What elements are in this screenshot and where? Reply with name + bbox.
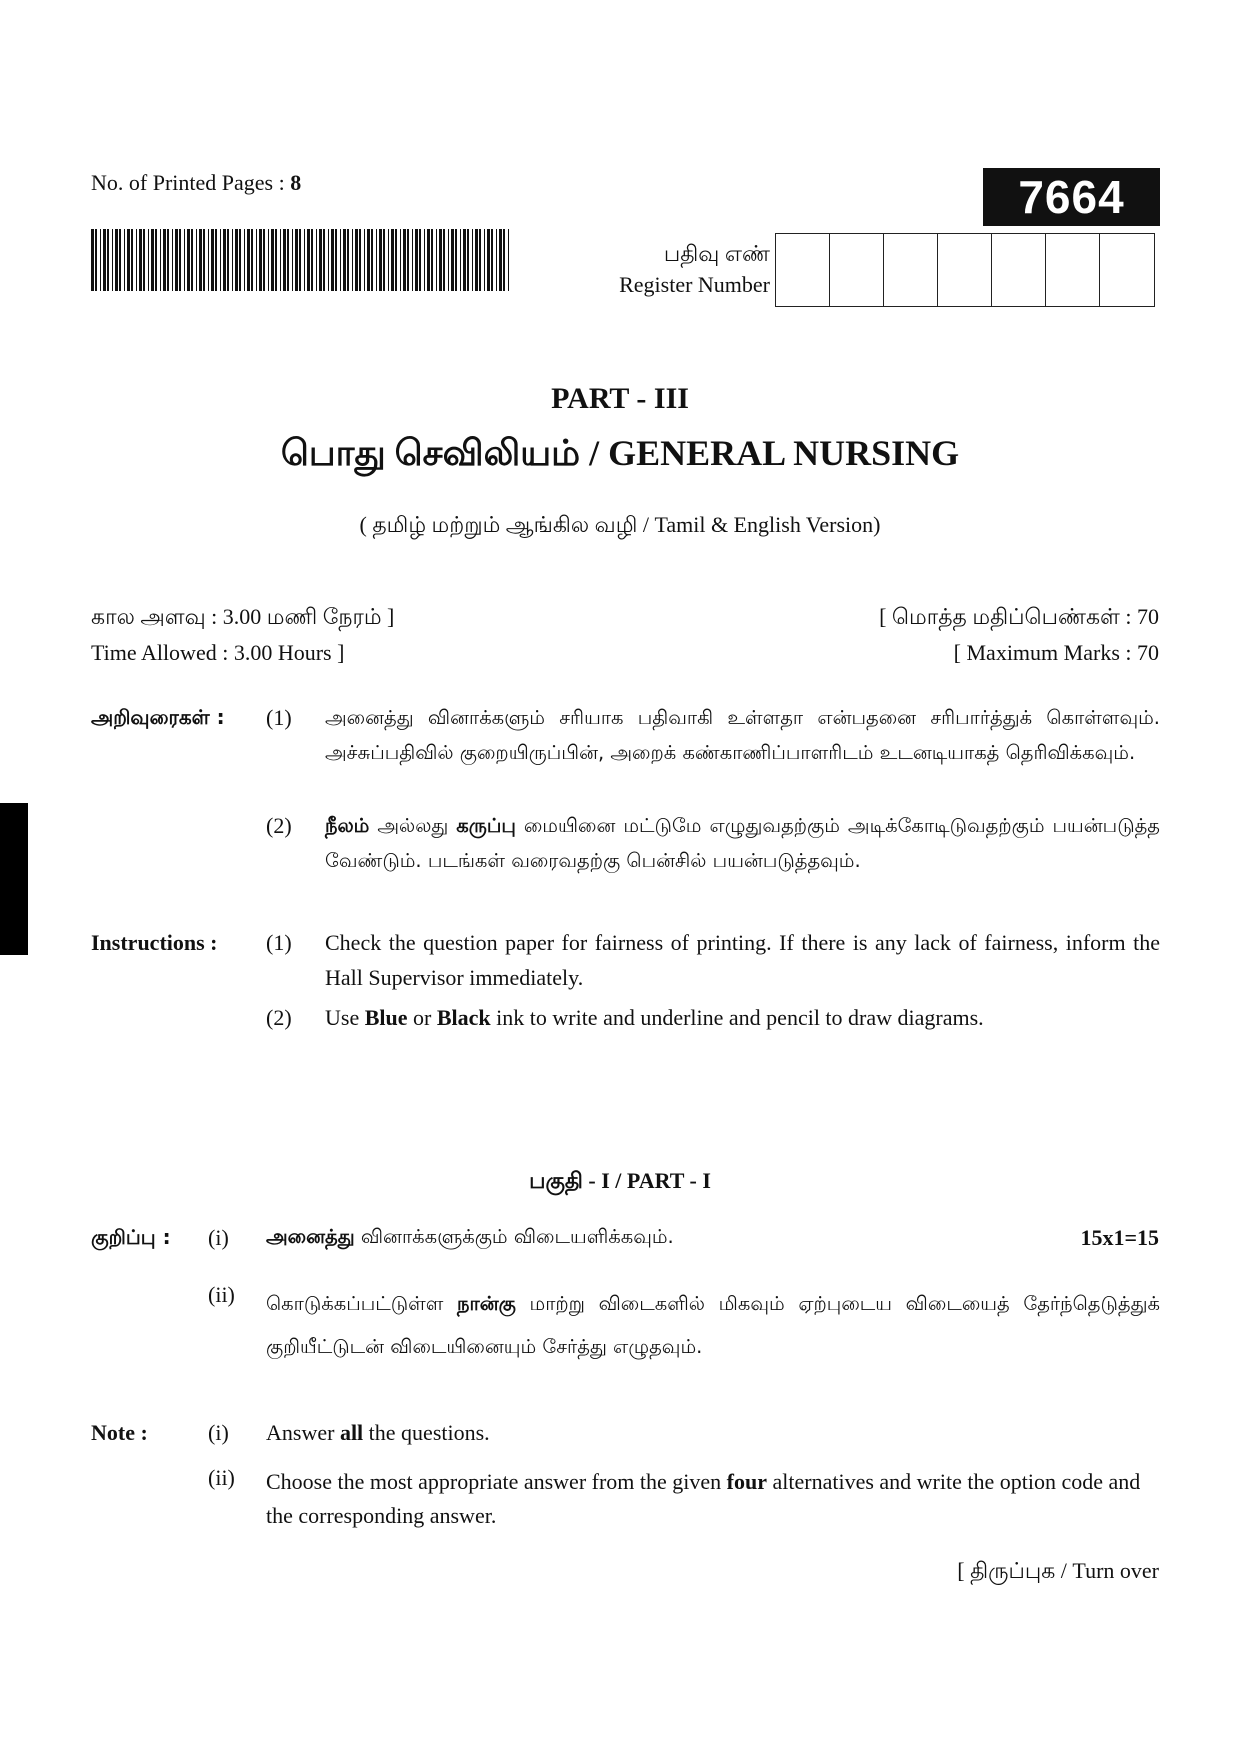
instruction-ta-text: அனைத்து வினாக்களும் சரியாக பதிவாகி உள்ளதா என்பதனை சரிபார்த்துக் கொள்ளவும். அச்சுப்பதிவில் குறையிருப்பின், அறைக் கண்காணிப்பாளரிடம் உடனடியாகத் தெரிவிக்கவும். bbox=[325, 706, 1160, 764]
note-ta-text: அனைத்து வினாக்களுக்கும் விடையளிக்கவும். bbox=[266, 1225, 674, 1248]
register-labels bbox=[560, 238, 770, 300]
register-number-grid[interactable] bbox=[775, 233, 1155, 307]
note-ta-num: (i) bbox=[208, 1225, 229, 1250]
instruction-en-text: Use Blue or Black ink to write and underline and pencil to draw diagrams. bbox=[325, 1005, 984, 1030]
ink-black-ta: கருப்பு bbox=[456, 814, 516, 837]
register-cell[interactable] bbox=[1046, 234, 1100, 306]
margin-marker bbox=[0, 803, 28, 955]
register-cell[interactable] bbox=[776, 234, 830, 306]
note-ta-num: (ii) bbox=[208, 1282, 235, 1307]
note-en-heading: Note : bbox=[91, 1420, 148, 1445]
instructions-en-heading: Instructions : bbox=[91, 930, 218, 955]
note-en-num: (i) bbox=[208, 1420, 229, 1445]
register-cell[interactable] bbox=[830, 234, 884, 306]
instructions-ta-heading: அறிவுரைகள் : bbox=[91, 705, 225, 729]
part-title: PART - III bbox=[551, 382, 689, 415]
note-ta-heading: குறிப்பு : bbox=[91, 1225, 171, 1249]
instruction-ta-num: (1) bbox=[266, 705, 292, 730]
note-ta-text: கொடுக்கப்பட்டுள்ள நான்கு மாற்று விடைகளில் மிகவும் ஏற்புடைய விடையைத் தேர்ந்தெடுத்துக் குறியீட்டுடன் விடையினையும் சேர்த்து எழுதவும். bbox=[266, 1292, 1160, 1358]
barcode-icon bbox=[91, 229, 511, 291]
time-allowed-ta: கால அளவு : 3.00 மணி நேரம் ] bbox=[91, 604, 395, 629]
ink-black-en: Black bbox=[436, 1005, 491, 1030]
part1-title: பகுதி - I / PART - I bbox=[529, 1168, 711, 1193]
note-en-text: Choose the most appropriate answer from the given four alternatives and write the option code and the corresponding answer. bbox=[266, 1469, 1141, 1528]
ink-blue-ta: நீலம் bbox=[325, 814, 370, 837]
time-allowed-en: Time Allowed : 3.00 Hours ] bbox=[91, 640, 345, 665]
register-cell[interactable] bbox=[992, 234, 1046, 306]
printed-pages-value: 8 bbox=[290, 170, 302, 195]
instruction-ta-text: நீலம் அல்லது கருப்பு மையினை மட்டுமே எழுதுவதற்கும் அடிக்கோடிடுவதற்கும் பயன்படுத்த வேண்டும். படங்கள் வரைவதற்கு பென்சில் பயன்படுத்தவும். bbox=[325, 814, 1160, 872]
register-cell[interactable] bbox=[1100, 234, 1154, 306]
instruction-en-num: (2) bbox=[266, 1005, 292, 1030]
subject-title: பொது செவிலியம் / GENERAL NURSING bbox=[280, 433, 960, 473]
register-cell[interactable] bbox=[938, 234, 992, 306]
printed-pages bbox=[91, 170, 301, 196]
score-marks: 15x1=15 bbox=[1080, 1225, 1159, 1250]
register-label-ta: பதிவு எண் bbox=[663, 241, 770, 266]
instruction-en-text: Check the question paper for fairness of printing. If there is any lack of fairness, inform the Hall Supervisor immediately. bbox=[325, 930, 1160, 990]
ink-blue-en: Blue bbox=[364, 1005, 408, 1030]
register-label-en: Register Number bbox=[619, 272, 770, 297]
paper-code: 7664 bbox=[983, 168, 1160, 226]
printed-pages-label: No. of Printed Pages : bbox=[91, 170, 285, 195]
version-line: ( தமிழ் மற்றும் ஆங்கில வழி / Tamil & English Version) bbox=[359, 512, 881, 537]
register-cell[interactable] bbox=[884, 234, 938, 306]
max-marks-ta: [ மொத்த மதிப்பெண்கள் : 70 bbox=[879, 604, 1159, 629]
instruction-en-num: (1) bbox=[266, 930, 292, 955]
instruction-ta-num: (2) bbox=[266, 813, 292, 838]
note-en-num: (ii) bbox=[208, 1465, 235, 1490]
max-marks-en: [ Maximum Marks : 70 bbox=[953, 640, 1159, 665]
turn-over-label: [ திருப்புக / Turn over bbox=[957, 1558, 1159, 1583]
note-en-text: Answer all the questions. bbox=[266, 1420, 490, 1445]
